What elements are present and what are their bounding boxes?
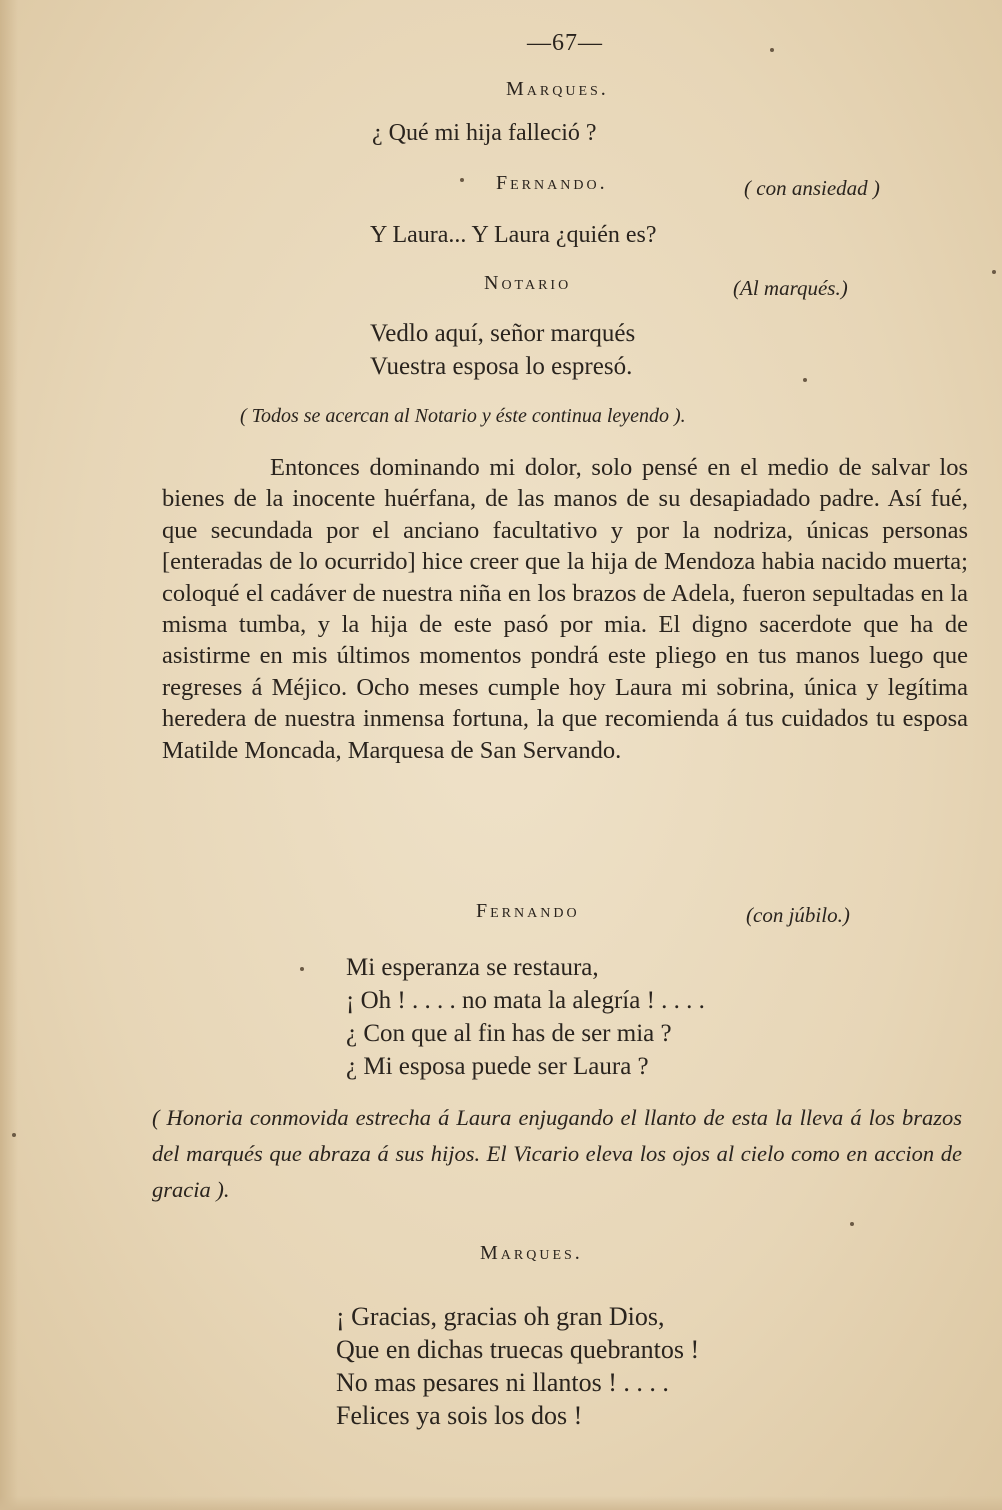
stage-direction: ( Todos se acercan al Notario y éste continua leyendo ). — [240, 405, 686, 427]
letter-paragraph: Entonces dominando mi dolor, solo pensé en el medio de salvar los bienes de la inocente huérfana, de las manos de su desapiadado padre. Así fué, que secundada por el anciano facultativo y por la nodriza, únicas personas [enteradas de lo ocurrido] hice creer que la hija de Mendoza habia nacido muerta; coloqué el cadáver de nuestra niña en los brazos de Adela, fueron sepultadas en la misma tumba, y la hija de este pasó por mia. El digno sacerdote que ha de asistirme en mis últimos momentos pondrá este pliego en tus manos luego que regreses á Méjico. Ocho meses cumple hoy Laura mi sobrina, única y legítima heredera de nuestra inmensa fortuna, la que recomienda á tus cuidados tu esposa Matilde Moncada, Marquesa de San Servando. — [162, 454, 968, 764]
verse-line: No mas pesares ni llantos ! . . . . — [336, 1368, 669, 1397]
verse-block — [336, 1300, 699, 1432]
page-bottom-edge — [0, 1496, 1002, 1510]
stage-direction: (Al marqués.) — [733, 276, 848, 300]
paper-speck — [300, 967, 304, 971]
verse-line: Vuestra esposa lo espresó. — [370, 353, 633, 380]
paper-speck — [12, 1133, 16, 1137]
verse-line: Felices ya sois los dos ! — [336, 1401, 583, 1430]
speaker-marques: Marques. — [506, 78, 609, 100]
letter-text — [162, 452, 968, 766]
verse-line: ¿ Mi esposa puede ser Laura ? — [346, 1053, 649, 1080]
page-edge-shadow — [0, 0, 18, 1510]
stage-direction-block: ( Honoria conmovida estrecha á Laura enjugando el llanto de esta la lleva á los brazos del marqués que abraza á sus hijos. El Vicario eleva los ojos al cielo como en accion de gracia ). — [152, 1105, 962, 1202]
stage-direction: (con júbilo.) — [746, 903, 850, 927]
verse-line: Mi esperanza se restaura, — [346, 954, 599, 981]
speaker-notario: Notario — [484, 272, 572, 294]
verse-block — [346, 951, 705, 1083]
speaker-marques: Marques. — [480, 1242, 583, 1264]
verse-block — [370, 317, 635, 383]
verse-line: ¡ Gracias, gracias oh gran Dios, — [336, 1302, 665, 1331]
verse-line: Vedlo aquí, señor marqués — [370, 320, 636, 347]
speaker-fernando: Fernando. — [496, 172, 608, 194]
paper-speck — [803, 378, 807, 382]
verse-line: Que en dichas truecas quebrantos ! — [336, 1335, 700, 1364]
speaker-fernando: Fernando — [476, 900, 580, 922]
page-number: —67— — [527, 30, 603, 56]
paper-speck — [850, 1222, 854, 1226]
verse-line: ¿ Qué mi hija falleció ? — [372, 120, 597, 146]
verse-line: Y Laura... Y Laura ¿quién es? — [370, 222, 657, 248]
stage-direction: ( con ansiedad ) — [744, 176, 880, 200]
paper-speck — [992, 270, 996, 274]
verse-line: ¡ Oh ! . . . . no mata la alegría ! . . . . — [346, 987, 705, 1014]
paper-speck — [460, 178, 464, 182]
verse-line: ¿ Con que al fin has de ser mia ? — [346, 1020, 672, 1047]
paper-speck — [770, 48, 774, 52]
